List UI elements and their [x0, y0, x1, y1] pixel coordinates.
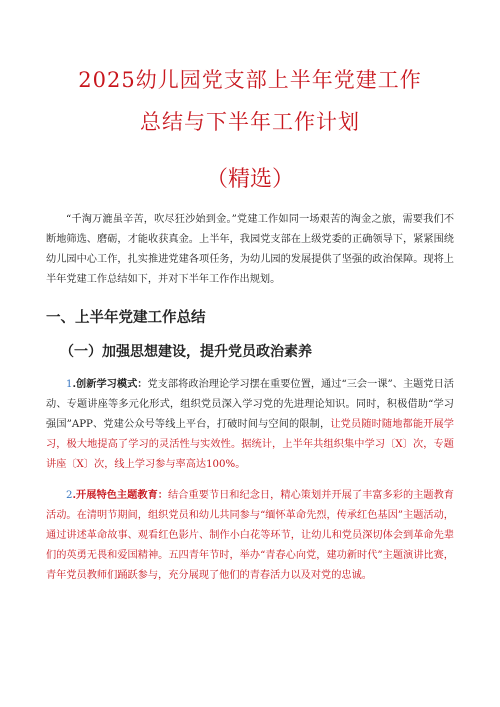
document-title-line1: 2025幼儿园党支部上半年党建工作	[78, 68, 422, 92]
item-label: .创新学习模式：	[72, 378, 148, 390]
item-label: .开展特色主题教育：	[72, 489, 168, 501]
list-item-1	[46, 374, 454, 475]
document-subtitle: （精选）	[205, 167, 294, 192]
subsection-heading: （一）加强思想建设，提升党员政治素养	[60, 344, 312, 360]
document-title-line2: 总结与下半年工作计划	[140, 110, 360, 134]
document-page	[0, 62, 500, 707]
section-heading: 一、上半年党建工作总结	[46, 309, 206, 326]
item-highlight-text: 让党员随时随地都能开展学习，极大地提高了学习的灵活性与实效性。据统计，上半年共组织集中学习〔X〕次，专题讲座〔X〕次，线上学习参与率高达100%。	[46, 419, 454, 470]
item-text: 党支部将政治理论学习摆在重要位置，通过“三会一课”、主题党日活动、专题讲座等多元化形式，组织党员深入学习党的先进理论知识。同时，积极借助“学习强国”APP、党建公众号等线上平台，打破时间与空间的限制，	[46, 379, 454, 430]
intro-paragraph: “千淘万漉虽辛苦，吹尽狂沙始到金。”党建工作如同一场艰苦的淘金之旅，需要我们不断地筛选、磨砺，才能收获真金。上半年，我园党支部在上级党委的正确领导下，紧紧围绕幼儿园中心工作，扎实推进党建各项任务，为幼儿园的发展提供了坚强的政治保障。现将上半年党建工作总结如下，并对下半年工作作出规划。	[46, 214, 454, 285]
list-item-2	[46, 485, 454, 586]
item-text: 结合重要节日和纪念日，精心策划并开展了丰富多彩的主题教育活动。在清明节期间，组织党员和幼儿共同参与“缅怀革命先烈，传承红色基因”主题活动，通过讲述革命故事、观看红色影片、制作小白花等环节，让幼儿和党员深切体会到革命先辈们的英勇无畏和爱国精神。五四青年节时，举办“青春心向党，建功新时代”主题演讲比赛，青年党员教师们踊跃参与，充分展现了他们的青春活力以及对党的忠诚。	[46, 490, 454, 581]
item-number: 1	[66, 379, 73, 390]
item-number: 2	[66, 490, 73, 501]
